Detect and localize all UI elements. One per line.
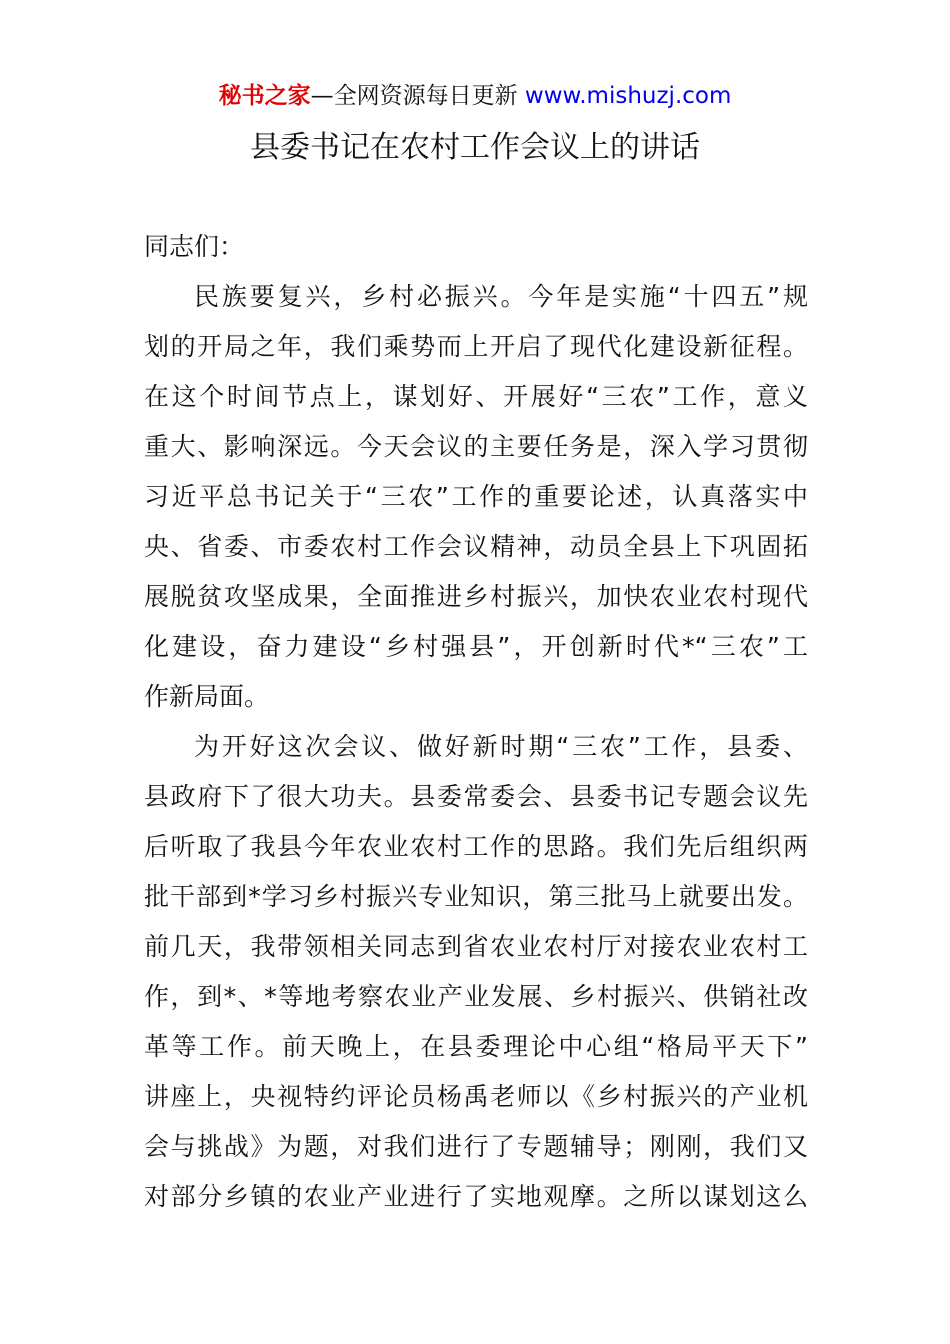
paragraph-line: 革等工作。前天晚上，在县委理论中心组“格局平天下” xyxy=(144,1032,808,1061)
site-header xyxy=(0,80,950,112)
paragraph-line: 批干部到*学习乡村振兴专业知识，第三批马上就要出发。 xyxy=(144,882,808,911)
document-title: 县委书记在农村工作会议上的讲话 xyxy=(250,130,700,165)
paragraph-line: 前几天，我带领相关同志到省农业农村厅对接农业农村工 xyxy=(144,932,808,961)
paragraph-line: 央、省委、市委农村工作会议精神，动员全县上下巩固拓 xyxy=(144,532,808,561)
paragraph-line: 会与挑战》为题，对我们进行了专题辅导；刚刚，我们又 xyxy=(144,1132,808,1161)
paragraph-line: 习近平总书记关于“三农”工作的重要论述，认真落实中 xyxy=(144,482,808,511)
paragraph-line: 民族要复兴，乡村必振兴。今年是实施“十四五”规 xyxy=(194,282,808,311)
paragraph-line: 化建设，奋力建设“乡村强县”，开创新时代*“三农”工 xyxy=(144,632,808,661)
paragraph-line: 作新局面。 xyxy=(144,682,270,711)
salutation: 同志们： xyxy=(144,232,245,261)
header-tagline: —全网资源每日更新 xyxy=(310,83,525,109)
paragraph-1 xyxy=(144,272,808,722)
paragraph-line: 为开好这次会议、做好新时期“三农”工作，县委、 xyxy=(194,732,808,761)
site-url-link[interactable]: www.mishuzj.com xyxy=(524,83,732,109)
paragraph-line: 划的开局之年，我们乘势而上开启了现代化建设新征程。 xyxy=(144,332,808,361)
paragraph-line: 重大、影响深远。今天会议的主要任务是，深入学习贯彻 xyxy=(144,432,808,461)
paragraph-line: 展脱贫攻坚成果，全面推进乡村振兴，加快农业农村现代 xyxy=(144,582,808,611)
paragraph-line: 作，到*、*等地考察农业产业发展、乡村振兴、供销社改 xyxy=(144,982,808,1011)
paragraph-line: 对部分乡镇的农业产业进行了实地观摩。之所以谋划这么 xyxy=(144,1182,808,1211)
brand-name: 秘书之家 xyxy=(218,83,311,109)
paragraph-line: 后听取了我县今年农业农村工作的思路。我们先后组织两 xyxy=(144,832,808,861)
paragraph-line: 在这个时间节点上，谋划好、开展好“三农”工作，意义 xyxy=(144,382,808,411)
document-body xyxy=(144,222,808,1222)
paragraph-2 xyxy=(144,722,808,1222)
paragraph-line: 县政府下了很大功夫。县委常委会、县委书记专题会议先 xyxy=(144,782,808,811)
paragraph-line: 讲座上，央视特约评论员杨禹老师以《乡村振兴的产业机 xyxy=(144,1082,808,1111)
